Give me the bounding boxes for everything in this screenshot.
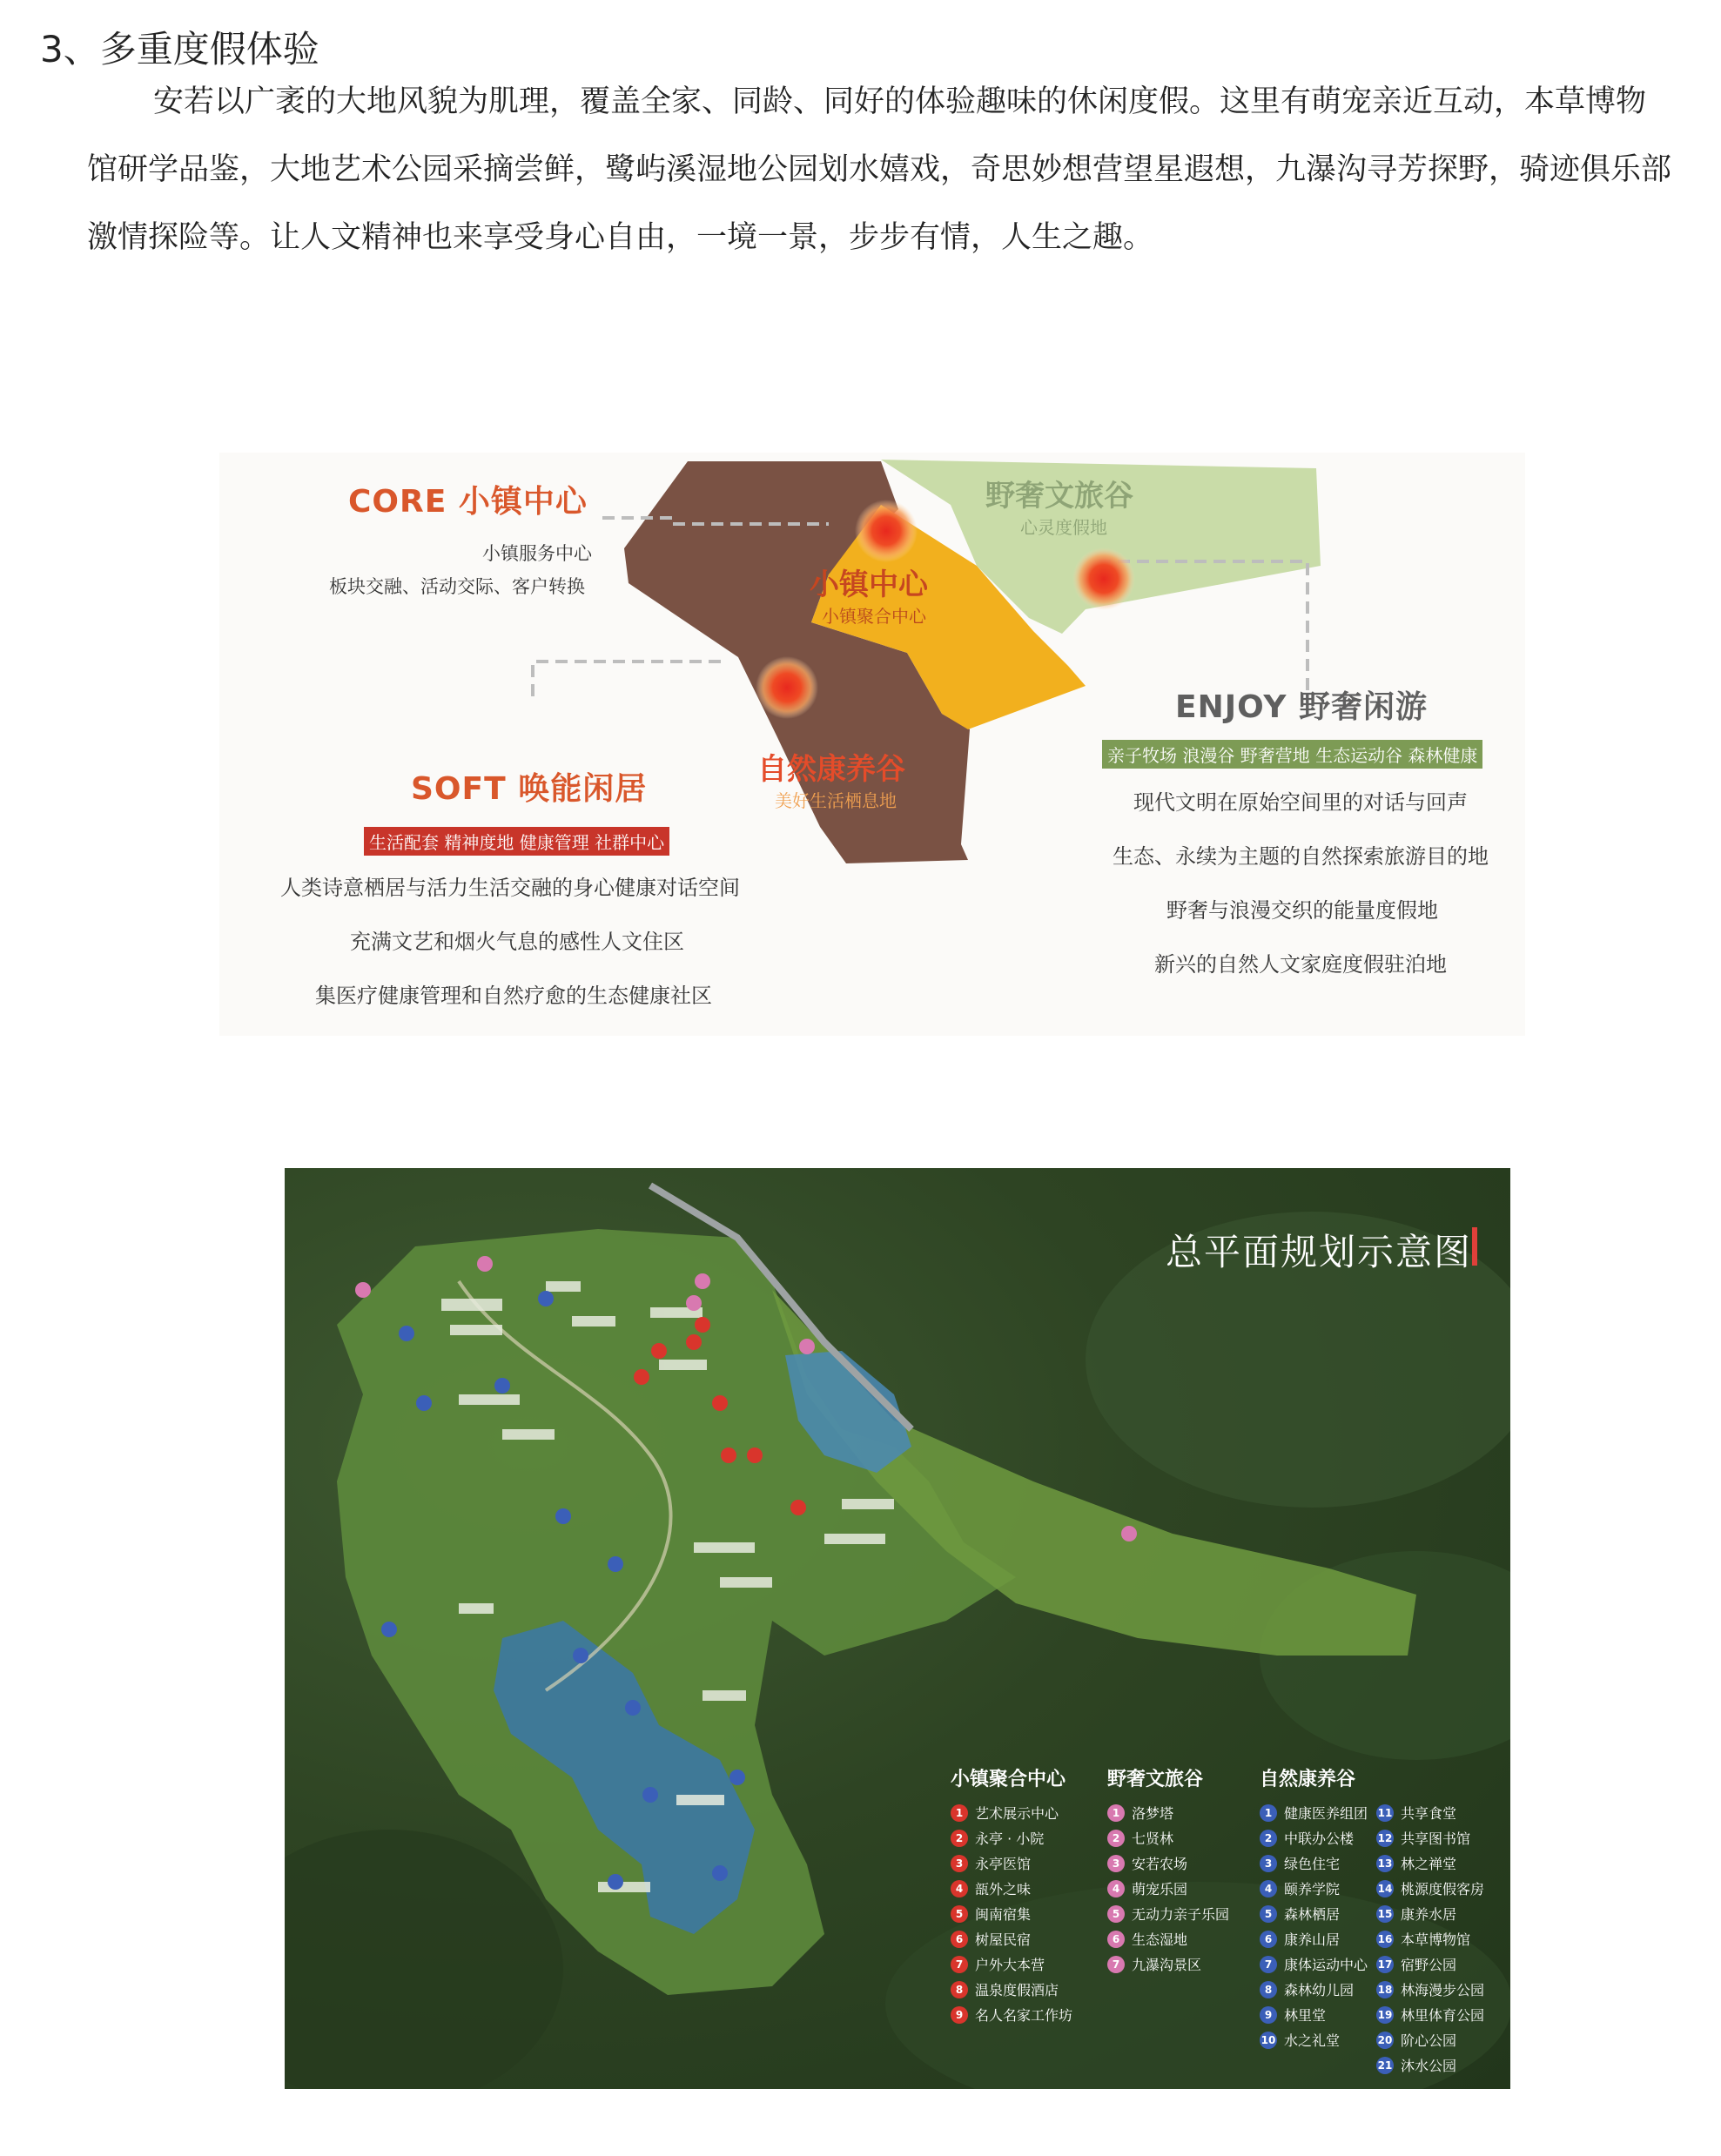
legend-number-badge: 4 <box>1260 1880 1277 1897</box>
legend-label: 森林幼儿园 <box>1284 1982 1355 1998</box>
enjoy-tags: 亲子牧场 浪漫谷 野奢营地 生态运动谷 森林健康 <box>1102 740 1482 769</box>
legend-item <box>1107 1876 1229 1901</box>
legend-heading: 自然康养谷 <box>1260 1769 1356 1790</box>
core-line-1: 小镇服务中心 <box>482 543 592 564</box>
legend-number-badge: 3 <box>951 1855 968 1872</box>
legend-number-badge: 1 <box>1260 1804 1277 1822</box>
legend-number-badge: 15 <box>1376 1905 1394 1923</box>
soft-line-1: 人类诗意栖居与活力生活交融的身心健康对话空间 <box>280 876 740 900</box>
legend-item <box>951 2002 1072 2027</box>
legend-item <box>951 1951 1072 1977</box>
legend-item <box>1107 1926 1229 1951</box>
legend-item <box>1260 1850 1368 1876</box>
soft-line-2: 充满文艺和烟火气息的感性人文住区 <box>350 930 684 954</box>
legend-number-badge: 7 <box>1107 1956 1125 1973</box>
legend-heading: 小镇聚合中心 <box>951 1769 1066 1790</box>
legend-number-badge: 17 <box>1376 1956 1394 1973</box>
legend-item <box>951 1977 1072 2002</box>
wild-valley-title: 野奢文旅谷 <box>985 479 1133 514</box>
legend-label: 林之禅堂 <box>1401 1856 1457 1872</box>
legend-number-badge: 10 <box>1260 2032 1277 2049</box>
legend-number-badge: 11 <box>1376 1804 1394 1822</box>
soft-line-3: 集医疗健康管理和自然疗愈的生态健康社区 <box>315 984 712 1008</box>
legend-label: 宿野公园 <box>1401 1957 1457 1973</box>
legend-number-badge: 6 <box>951 1931 968 1948</box>
legend-item <box>1107 1951 1229 1977</box>
legend-label: 桃源度假客房 <box>1401 1881 1485 1897</box>
legend-wild-valley <box>1107 1764 1229 1977</box>
legend-label: 林里堂 <box>1284 2007 1327 2024</box>
zone-diagram <box>219 453 1525 1036</box>
nature-valley-subtitle: 美好生活栖息地 <box>775 790 897 811</box>
soft-title: SOFT 唤能闲居 <box>411 771 648 807</box>
legend-items <box>1376 1800 1484 2078</box>
legend-items <box>1260 1800 1368 2078</box>
legend-number-badge: 12 <box>1376 1830 1394 1847</box>
enjoy-line-1: 现代文明在原始空间里的对话与回声 <box>1133 790 1468 815</box>
legend-number-badge: 5 <box>1260 1905 1277 1923</box>
legend-label: 康体运动中心 <box>1284 1957 1368 1973</box>
legend-label: 本草博物馆 <box>1401 1931 1471 1948</box>
legend-item <box>951 1901 1072 1926</box>
legend-label: 洛梦塔 <box>1132 1805 1174 1822</box>
legend-label: 林里体育公园 <box>1401 2007 1485 2024</box>
legend-item <box>1107 1901 1229 1926</box>
legend-label: 永亭医馆 <box>975 1856 1032 1872</box>
legend-label: 颐养学院 <box>1284 1881 1341 1897</box>
legend-item <box>1260 1876 1368 1901</box>
legend-items <box>1107 1800 1229 1977</box>
legend-number-badge: 6 <box>1260 1931 1277 1948</box>
legend-label: 七贤林 <box>1132 1830 1174 1847</box>
legend-label: 阶心公园 <box>1401 2032 1457 2049</box>
legend-label: 生态湿地 <box>1132 1931 1188 1948</box>
intro-paragraph-text: 安若以广袤的大地风貌为肌理，覆盖全家、同龄、同好的体验趣味的休闲度假。这里有萌宠亲近互动，本草博物馆研学品鉴，大地艺术公园采摘尝鲜，鹭屿溪湿地公园划水嬉戏，奇思妙想营望星遐想，九瀑沟寻芳探野，骑迹俱乐部激情探险等。让人文精神也来享受身心自由，一境一景，步步有情，人生之趣。 <box>87 84 1672 255</box>
legend-label: 温泉度假酒店 <box>975 1982 1059 1998</box>
legend-label: 林海漫步公园 <box>1401 1982 1485 1998</box>
wild-valley-subtitle: 心灵度假地 <box>1020 517 1107 538</box>
legend-item <box>1260 2002 1368 2027</box>
legend-number-badge: 20 <box>1376 2032 1394 2049</box>
legend-label: 健康医养组团 <box>1284 1805 1368 1822</box>
legend-number-badge: 7 <box>951 1956 968 1973</box>
legend-number-badge: 4 <box>951 1880 968 1897</box>
legend-label: 树屋民宿 <box>975 1931 1032 1948</box>
legend-label: 名人名家工作坊 <box>975 2007 1073 2024</box>
legend-label: 中联办公楼 <box>1284 1830 1355 1847</box>
legend-number-badge: 13 <box>1376 1855 1394 1872</box>
legend-label: 九瀑沟景区 <box>1132 1957 1202 1973</box>
legend-number-badge: 14 <box>1376 1880 1394 1897</box>
legend-label: 康养山居 <box>1284 1931 1341 1948</box>
nature-valley-title: 自然康养谷 <box>757 752 905 787</box>
core-line-2: 板块交融、活动交际、客户转换 <box>329 576 585 597</box>
legend-number-badge: 3 <box>1107 1855 1125 1872</box>
legend-item <box>1260 1800 1368 1825</box>
legend-number-badge: 4 <box>1107 1880 1125 1897</box>
enjoy-line-4: 新兴的自然人文家庭度假驻泊地 <box>1154 952 1447 977</box>
legend-item <box>1260 1977 1368 2002</box>
legend-item <box>951 1825 1072 1850</box>
legend-number-badge: 8 <box>951 1981 968 1998</box>
legend-number-badge: 9 <box>1260 2006 1277 2024</box>
legend-item <box>951 1800 1072 1825</box>
legend-number-badge: 8 <box>1260 1981 1277 1998</box>
legend-number-badge: 7 <box>1260 1956 1277 1973</box>
section-heading: 3、多重度假体验 <box>40 28 319 71</box>
legend-item <box>1376 1876 1484 1901</box>
legend-item <box>1107 1825 1229 1850</box>
legend-item <box>1376 2002 1484 2027</box>
legend-number-badge: 2 <box>951 1830 968 1847</box>
legend-number-badge: 18 <box>1376 1981 1394 1998</box>
legend-item <box>1376 2052 1484 2078</box>
legend-number-badge: 16 <box>1376 1931 1394 1948</box>
legend-item <box>951 1926 1072 1951</box>
legend-item <box>1107 1850 1229 1876</box>
legend-item <box>1260 1951 1368 1977</box>
plan-title-accent <box>1472 1227 1477 1266</box>
legend-heading: 野奢文旅谷 <box>1107 1769 1204 1790</box>
legend-item <box>1260 1926 1368 1951</box>
legend-number-badge: 2 <box>1260 1830 1277 1847</box>
legend-label: 艺术展示中心 <box>975 1805 1059 1822</box>
legend-item <box>1376 1850 1484 1876</box>
legend-item <box>1376 1977 1484 2002</box>
legend-label: 森林栖居 <box>1284 1906 1341 1923</box>
legend-item <box>1376 1951 1484 1977</box>
soft-tags: 生活配套 精神度地 健康管理 社群中心 <box>364 827 669 856</box>
legend-number-badge: 6 <box>1107 1931 1125 1948</box>
legend-number-badge: 5 <box>1107 1905 1125 1923</box>
legend-item <box>1376 1901 1484 1926</box>
legend-label: 永亭 · 小院 <box>975 1830 1045 1847</box>
enjoy-title: ENJOY 野奢闲游 <box>1175 689 1429 725</box>
enjoy-line-3: 野奢与浪漫交织的能量度假地 <box>1166 898 1438 923</box>
legend-number-badge: 2 <box>1107 1830 1125 1847</box>
legend-item <box>1376 1800 1484 1825</box>
legend-item <box>1260 1825 1368 1850</box>
legend-item <box>1376 1825 1484 1850</box>
legend-label: 无动力亲子乐园 <box>1132 1906 1230 1923</box>
legend-label: 安若农场 <box>1132 1856 1188 1872</box>
soft-connector <box>533 662 724 696</box>
hotspot-wild <box>1072 547 1135 610</box>
town-center-subtitle: 小镇聚合中心 <box>822 606 926 627</box>
hotspot-nature <box>756 656 818 719</box>
legend-item <box>1260 2027 1368 2052</box>
legend-item <box>951 1876 1072 1901</box>
legend-number-badge: 19 <box>1376 2006 1394 2024</box>
legend-label: 共享图书馆 <box>1401 1830 1471 1847</box>
core-title: CORE 小镇中心 <box>348 484 588 520</box>
hotspot-town <box>855 500 918 562</box>
legend-item <box>1376 2027 1484 2052</box>
legend-item <box>1376 1926 1484 1951</box>
plan-title: 总平面规划示意图 <box>1165 1231 1472 1273</box>
legend-label: 户外大本营 <box>975 1957 1045 1973</box>
legend-item <box>951 1850 1072 1876</box>
enjoy-line-2: 生态、永续为主题的自然探索旅游目的地 <box>1113 844 1489 869</box>
intro-paragraph <box>87 68 1671 272</box>
legend-number-badge: 1 <box>1107 1804 1125 1822</box>
legend-label: 康养水居 <box>1401 1906 1457 1923</box>
legend-label: 水之礼堂 <box>1284 2032 1341 2049</box>
legend-town-center <box>951 1764 1072 2027</box>
legend-item <box>1260 1901 1368 1926</box>
legend-number-badge: 9 <box>951 2006 968 2024</box>
legend-number-badge: 3 <box>1260 1855 1277 1872</box>
legend-nature-valley <box>1260 1764 1484 2078</box>
legend-number-badge: 21 <box>1376 2057 1394 2074</box>
legend-label: 瓿外之味 <box>975 1881 1032 1897</box>
legend-label: 共享食堂 <box>1401 1805 1457 1822</box>
legend-label: 萌宠乐园 <box>1132 1881 1188 1897</box>
legend-label: 沐水公园 <box>1401 2058 1457 2074</box>
legend-items <box>951 1800 1072 2027</box>
town-center-title: 小镇中心 <box>810 568 928 602</box>
master-plan-map <box>285 1168 1510 2089</box>
legend-label: 闽南宿集 <box>975 1906 1032 1923</box>
legend-label: 绿色住宅 <box>1284 1856 1341 1872</box>
legend-item <box>1107 1800 1229 1825</box>
legend-number-badge: 5 <box>951 1905 968 1923</box>
legend-number-badge: 1 <box>951 1804 968 1822</box>
